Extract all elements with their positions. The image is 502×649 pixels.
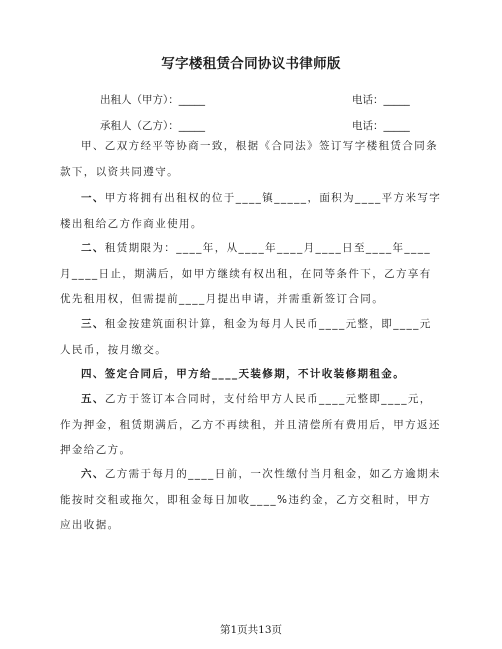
clause-2-number: 二、: [81, 242, 105, 254]
clause-1: [60, 186, 442, 237]
clause-4: 四、签定合同后，甲方给____天装修期，不计收装修期租金。: [81, 368, 406, 380]
clause-1-text: 甲方将拥有出租权的位于____镇_____，面积为____平方米写字楼出租给乙方作商业使用。: [60, 192, 442, 230]
intro-paragraph: 甲、乙双方经平等协商一致，根据《合同法》签订写字楼租赁合同条款下，以资共同遵守。: [60, 140, 438, 178]
clause-3-text: 租金按建筑面积计算，租金为每月人民币____元整，即____元人民币，按月缴交。: [60, 318, 432, 356]
clause-2-text: 租赁期限为：____年，从____年____月____日至____年____月____日止，期满后，如甲方继续有权出租，在同等条件下，乙方享有优先租用权，但需提前____月提出申请，并需重新签订合同。: [60, 242, 432, 305]
clause-6-number: 六、: [81, 468, 105, 480]
clause-5: [60, 387, 442, 464]
lessee-phone: 电话：_____: [352, 120, 410, 132]
clause-3-number: 三、: [81, 318, 105, 330]
clause-6-text: 乙方需于每月的____日前，一次性缴付当月租金，如乙方逾期未能按时交租或拖欠，即租金每日加收____%违约金，乙方交租时，甲方应出收据。: [60, 468, 441, 531]
lessor-line: 出租人（甲方）：_____: [100, 94, 205, 106]
clause-1-number: 一、: [81, 192, 105, 204]
page-footer: 第1页共13页: [219, 624, 283, 636]
clause-3: [60, 312, 442, 363]
clause-6: [60, 462, 442, 539]
lessor-phone: 电话：_____: [352, 94, 410, 106]
clause-5-text: 乙方于签订本合同时，支付给甲方人民币____元整即____元，作为押金，租赁期满后，乙方不再续租，并且清偿所有费用后，甲方返还押金给乙方。: [60, 393, 441, 456]
clause-2: [60, 236, 442, 313]
document-title: 写字楼租赁合同协议书律师版: [161, 56, 341, 72]
clause-5-number: 五、: [81, 393, 105, 405]
lessee-line: 承租人（乙方）：_____: [100, 120, 205, 132]
